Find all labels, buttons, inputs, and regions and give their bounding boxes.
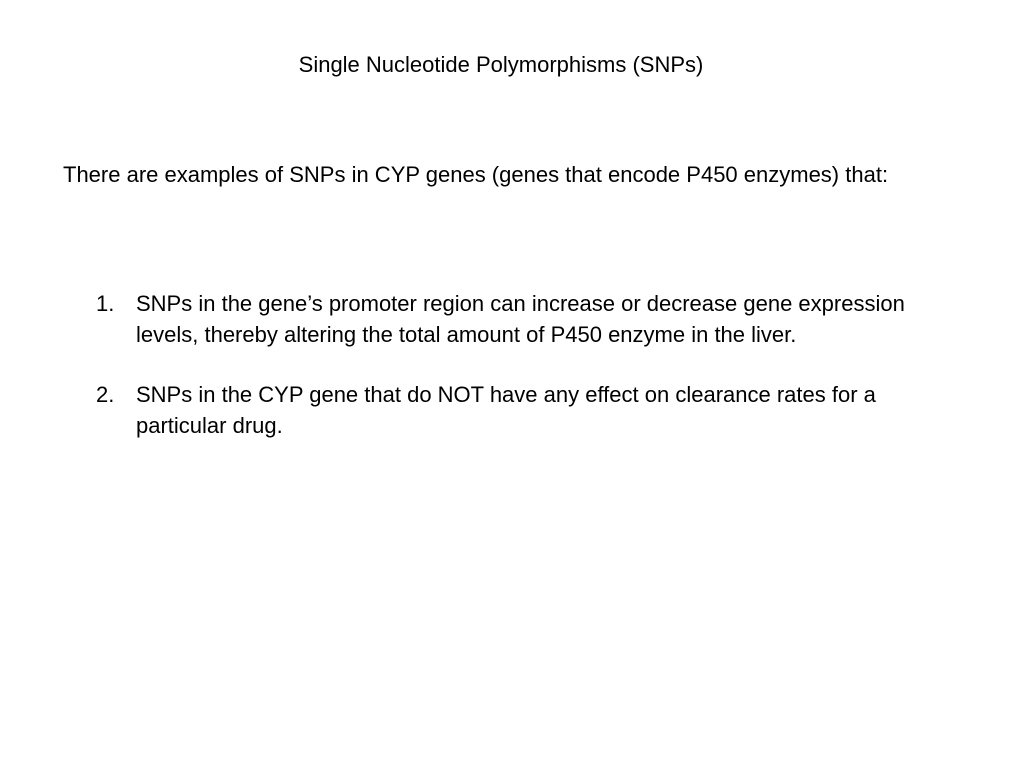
list-item xyxy=(96,288,936,350)
list-item-text: SNPs in the gene’s promoter region can increase or decrease gene expression levels, thereby altering the total amount of P450 enzyme in the liver. xyxy=(136,291,905,347)
list-item-text: SNPs in the CYP gene that do NOT have any effect on clearance rates for a particular drug. xyxy=(136,382,876,438)
intro-paragraph: There are examples of SNPs in CYP genes (genes that encode P450 enzymes) that: xyxy=(63,162,889,187)
list-item-number: 1. xyxy=(96,291,115,316)
numbered-list xyxy=(96,288,936,470)
list-item xyxy=(96,379,936,441)
list-item-number: 2. xyxy=(96,382,115,407)
slide-title: Single Nucleotide Polymorphisms (SNPs) xyxy=(298,52,704,77)
